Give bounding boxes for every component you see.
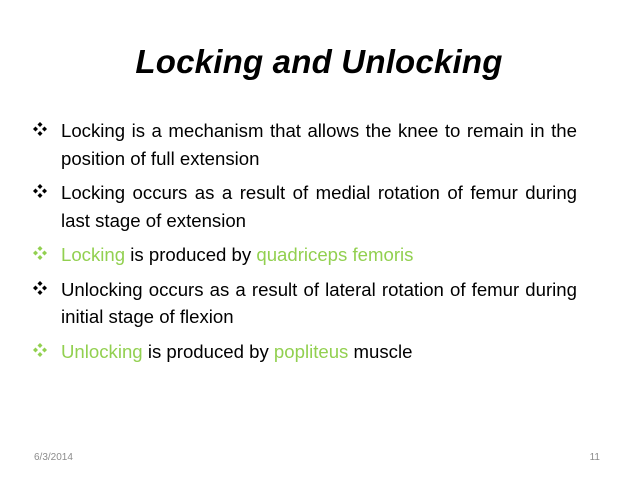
bullet-item	[32, 338, 577, 366]
page-number: 11	[589, 452, 600, 463]
highlighted-term: popliteus	[273, 340, 349, 362]
four-diamond-bullet-icon	[33, 343, 55, 360]
bullet-item	[32, 241, 577, 269]
highlighted-term: Unlocking	[61, 340, 143, 362]
bullet-text: muscle	[348, 340, 413, 362]
bullet-text: Locking occurs as a result of medial rotation of femur during last stage of extension	[61, 182, 577, 231]
bullet-item	[32, 276, 577, 331]
bullet-text: is produced by	[142, 340, 274, 362]
bullet-text: Locking is a mechanism that allows the knee to remain in the position of full extension	[61, 120, 577, 169]
bullet-item	[32, 179, 577, 234]
bullet-item	[32, 117, 577, 172]
four-diamond-bullet-icon	[33, 184, 55, 201]
highlighted-term: quadriceps femoris	[256, 244, 414, 265]
bullet-text: is produced by	[125, 244, 257, 265]
bullet-list	[32, 117, 577, 372]
highlighted-term: Locking	[61, 244, 126, 265]
slide-title: Locking and Unlocking	[135, 43, 503, 80]
four-diamond-bullet-icon	[33, 122, 55, 139]
footer-date: 6/3/2014	[34, 452, 73, 463]
four-diamond-bullet-icon	[33, 246, 55, 263]
four-diamond-bullet-icon	[33, 281, 55, 298]
bullet-text: Unlocking occurs as a result of lateral rotation of femur during initial stage of flexion	[61, 278, 577, 327]
